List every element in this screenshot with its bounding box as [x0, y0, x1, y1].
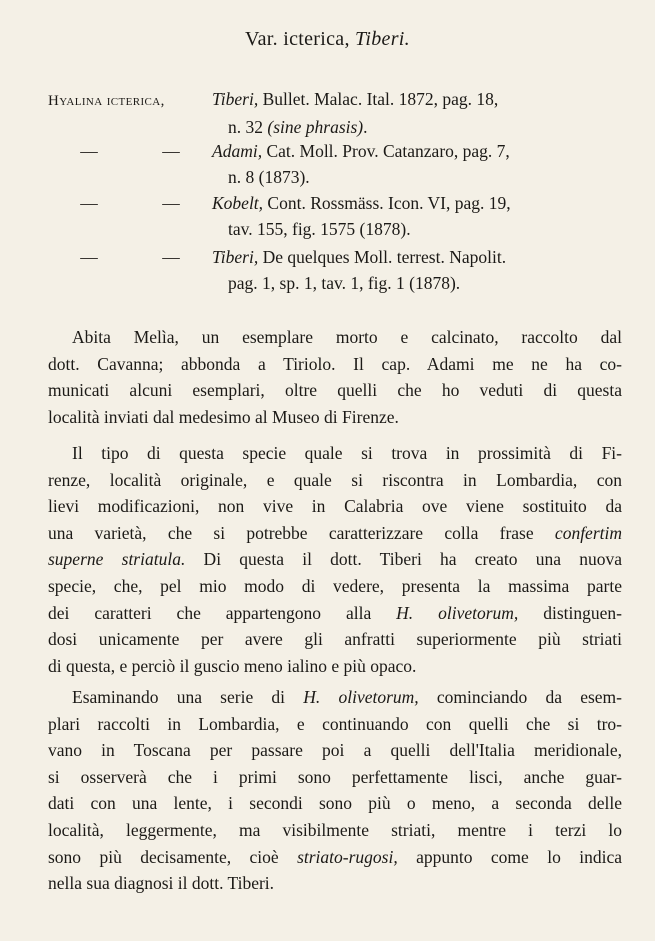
variety-author: Tiberi.: [355, 28, 410, 50]
text-line: [48, 600, 622, 627]
synonym-reference: De quelques Moll. terrest. Napolit.: [258, 247, 507, 267]
text-line: plari raccolti in Lombardia, e continuando con quelli che si tro-: [48, 713, 622, 734]
text-run: una varietà, che si potrebbe caratterizzare colla frase: [48, 522, 555, 543]
variety-heading: [0, 28, 655, 51]
synonymy-entry: [48, 138, 628, 190]
synonym-reference: Cont. Rossmäss. Icon. VI, pag. 19,: [263, 193, 511, 213]
synonym-author: Kobelt,: [212, 193, 264, 213]
ditto-dash: —: [162, 141, 180, 161]
synonym-reference-cont: n. 8 (1873).: [228, 167, 310, 187]
synonym-note: (sine phrasis): [267, 117, 364, 137]
italic-phrase: striato-rugosi,: [297, 846, 398, 867]
text-line: dosi unicamente per avere gli anfratti superiormente più striati: [48, 629, 622, 650]
text-line: dati con una lente, i secondi sono più o meno, a seconda delle: [48, 793, 622, 814]
paragraph-type: [48, 440, 622, 679]
synonym-reference-cont: n. 32: [228, 117, 268, 137]
italic-phrase: superne striatula.: [48, 549, 186, 570]
text-run: cominciando da esem-: [418, 687, 622, 707]
synonym-reference-cont: tav. 155, fig. 1575 (1878).: [228, 219, 411, 239]
synonymy-entry: [48, 244, 628, 296]
synonym-author: Tiberi,: [212, 89, 259, 109]
synonym-author: Adami,: [212, 141, 263, 161]
text-line: località inviati dal medesimo al Museo di Firenze.: [48, 406, 399, 427]
variety-name: Var. icterica,: [245, 28, 356, 50]
text-line: renze, località originale, e quale si riscontra in Lombardia, con: [48, 469, 622, 490]
ditto-dash: —: [162, 247, 180, 267]
text-line: [48, 520, 622, 547]
ditto-dash: —: [80, 247, 98, 267]
synonymy-entry: [48, 86, 628, 140]
paragraph-series: [48, 684, 622, 897]
text-line: [48, 546, 622, 573]
synonymy-entry: [48, 190, 628, 242]
synonym-lead: Hyalina icterica,: [48, 93, 165, 109]
text-run: Di questa il dott. Tiberi ha creato una nuova: [185, 549, 622, 570]
text-line: [48, 684, 622, 711]
text-line: Il tipo di questa specie quale si trova in prossimità di Fi-: [72, 443, 622, 463]
species-name: H. olivetorum,: [303, 687, 419, 707]
paragraph-habitat: [48, 324, 622, 430]
text-line: dott. Cavanna; abbonda a Tiriolo. Il cap. Adami me ne ha co-: [48, 353, 622, 374]
text-line: municati alcuni esemplari, oltre quelli che ho veduti di questa: [48, 380, 622, 401]
ditto-dash: —: [162, 193, 180, 213]
text-line: si osserverà che i primi sono perfettamente lisci, anche guar-: [48, 766, 622, 787]
text-line: specie, che, pel mio modo di vedere, presenta la massima parte: [48, 575, 622, 596]
text-run: appunto come lo indica: [397, 846, 622, 867]
text-line: lievi modificazioni, non vive in Calabria ove viene sostituito da: [48, 496, 622, 517]
text-line: [48, 844, 622, 871]
text-run: sono più decisamente, cioè: [48, 846, 298, 867]
text-line: Abita Melìa, un esemplare morto e calcinato, raccolto dal: [72, 327, 622, 347]
ditto-dash: —: [80, 193, 98, 213]
synonym-reference: Bullet. Malac. Ital. 1872, pag. 18,: [258, 89, 499, 109]
species-name: H. olivetorum,: [396, 602, 519, 623]
ditto-dash: —: [80, 141, 98, 161]
text-line: di questa, e perciò il guscio meno ialino e più opaco.: [48, 655, 417, 676]
text-line: nella sua diagnosi il dott. Tiberi.: [48, 873, 275, 894]
synonym-reference: Cat. Moll. Prov. Catanzaro, pag. 7,: [262, 141, 510, 161]
synonym-author: Tiberi,: [212, 247, 259, 267]
synonym-punct: .: [363, 117, 368, 137]
synonym-reference-cont: pag. 1, sp. 1, tav. 1, fig. 1 (1878).: [228, 273, 461, 293]
text-run: distinguen-: [518, 602, 622, 623]
text-run: Esaminando una serie di: [72, 687, 304, 707]
italic-phrase: confertim: [554, 522, 622, 543]
text-line: località, leggermente, ma visibilmente striati, mentre i terzi lo: [48, 819, 622, 840]
text-line: vano in Toscana per passare poi a quelli dell'Italia meridionale,: [48, 740, 622, 761]
text-run: dei caratteri che appartengono alla: [48, 602, 397, 623]
